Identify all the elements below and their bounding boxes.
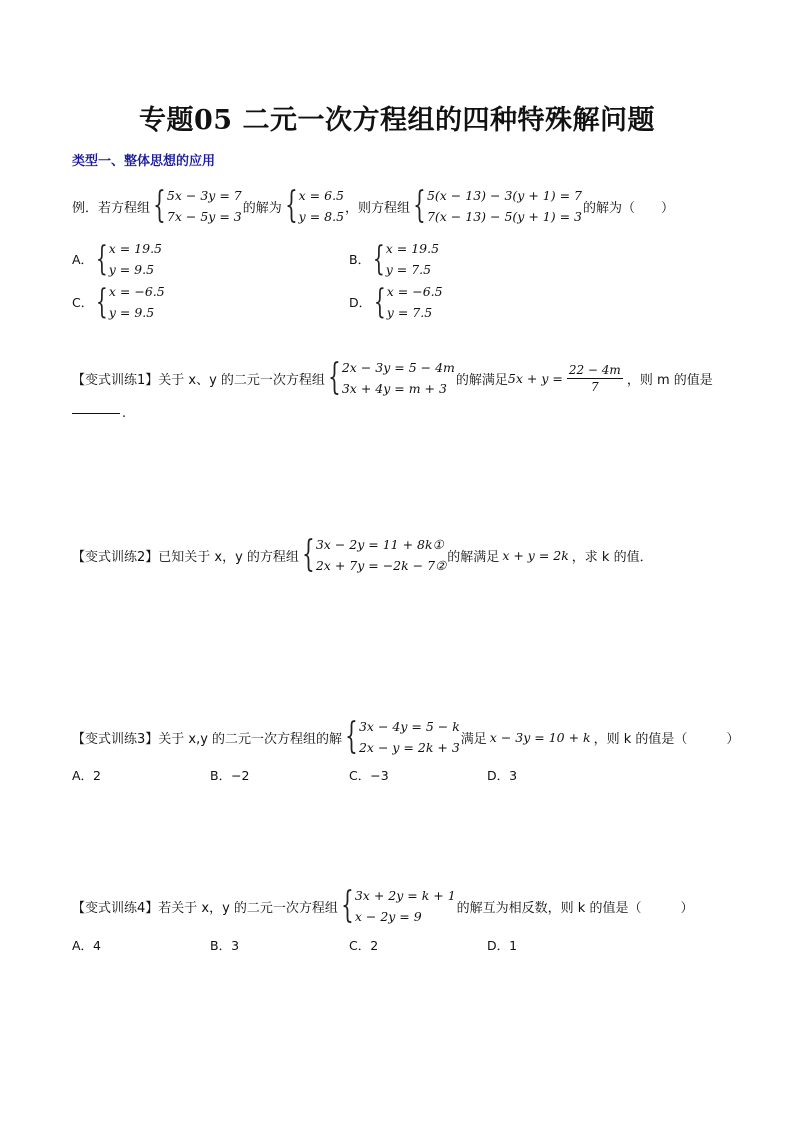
equation: y = 7.5: [386, 305, 433, 320]
equation: 2x − y = 2k + 3: [358, 740, 460, 755]
equation: 3x + 4y = m + 3: [341, 381, 447, 396]
equation: x = 19.5: [108, 241, 163, 256]
equation: 3x + 2y = k + 1: [354, 888, 456, 903]
equation: x = −6.5: [108, 284, 165, 299]
option-c: [72, 281, 166, 323]
equation: y = 8.5: [298, 209, 345, 224]
variant-3-question: [72, 716, 739, 758]
equation: x − 3y = 10 + k: [489, 729, 591, 745]
left-brace-icon: {: [328, 357, 341, 398]
left-brace-icon: {: [413, 185, 426, 226]
equation: x = −6.5: [386, 284, 443, 299]
equation: 5x − 3y = 7: [166, 188, 242, 203]
page-title: 专题05 二元一次方程组的四种特殊解问题: [139, 105, 655, 136]
equation: x = 6.5: [298, 188, 345, 203]
answer-blank: [72, 413, 120, 414]
v4-option-d: D．1: [487, 938, 518, 953]
left-brace-icon: {: [345, 716, 358, 757]
example-system-b: [411, 185, 582, 227]
variant-text: .: [122, 406, 127, 421]
left-brace-icon: {: [374, 282, 386, 322]
variant-text: 【变式训练4】若关于 x，y 的二元一次方程组: [72, 900, 338, 916]
equation: y = 9.5: [108, 305, 155, 320]
variant-text: ，则 m 的值是: [626, 372, 713, 388]
v3-option-d: D．3: [487, 768, 518, 783]
option-label: C．: [72, 295, 94, 310]
option-label: B．: [349, 252, 371, 267]
left-brace-icon: {: [153, 185, 166, 226]
variant-text: 【变式训练2】已知关于 x，y 的方程组: [72, 549, 299, 565]
v3-option-a: A．2: [72, 768, 102, 783]
variant-text: 【变式训练1】关于 x、y 的二元一次方程组: [72, 372, 325, 388]
equation: 7(x − 13) − 5(y + 1) = 3: [426, 209, 582, 224]
left-brace-icon: {: [95, 239, 108, 279]
variant-1-question: [72, 357, 713, 399]
equation: y = 9.5: [108, 262, 155, 277]
example-solution-a: [283, 185, 344, 227]
option-label: A．: [72, 252, 94, 267]
example-text: 的解为: [242, 200, 282, 216]
equation: 2x + 7y = −2k − 7②: [315, 558, 447, 573]
equation: 5x + y =: [507, 370, 563, 386]
example-system-a: [151, 185, 242, 227]
equation: x + y = 2k: [502, 547, 569, 563]
equation: 2x − 3y = 5 − 4m: [341, 360, 455, 375]
left-brace-icon: {: [302, 534, 315, 575]
variant-4-question: [72, 885, 693, 927]
equation: x − 2y = 9: [354, 909, 422, 924]
variant-text: ，求 k 的值．: [571, 549, 653, 565]
v4-option-c: C．2: [349, 938, 379, 953]
section-heading: 类型一、整体思想的应用: [72, 154, 216, 169]
fraction: [567, 362, 623, 395]
left-brace-icon: {: [284, 185, 298, 226]
equation: y = 7.5: [385, 262, 432, 277]
variant-text: 满足: [460, 731, 487, 747]
option-a: [72, 238, 163, 280]
equation: 3x − 2y = 11 + 8k①: [315, 537, 444, 552]
answer-blank-line: [72, 406, 126, 421]
example-prefix: 例．若方程组: [72, 200, 151, 216]
equation: 7x − 5y = 3: [166, 209, 242, 224]
v3-option-b: B．−2: [210, 768, 250, 783]
example-question: [72, 185, 674, 227]
v4-option-b: B．3: [210, 938, 240, 953]
variant-text: 的解满足: [447, 549, 500, 565]
equation: 3x − 4y = 5 − k: [358, 719, 460, 734]
left-brace-icon: {: [372, 239, 385, 279]
variant-text: ，则 k 的值是（ ）: [593, 731, 740, 747]
left-brace-icon: {: [341, 885, 354, 926]
fraction-numerator: 22 − 4m: [568, 362, 621, 377]
example-text: ，则方程组: [345, 200, 411, 216]
v3-option-c: C．−3: [349, 768, 389, 783]
option-label: D．: [349, 295, 372, 310]
fraction-denominator: 7: [591, 379, 599, 394]
equation: x = 19.5: [385, 241, 440, 256]
variant-2-question: [72, 534, 653, 576]
variant-text: 的解互为相反数，则 k 的值是（ ）: [456, 900, 694, 916]
option-d: [349, 281, 444, 323]
example-text: 的解为（ ）: [582, 200, 674, 216]
left-brace-icon: {: [96, 282, 109, 322]
variant-text: 的解满足: [455, 372, 508, 388]
option-b: [349, 238, 440, 280]
v4-option-a: A．4: [72, 938, 102, 953]
variant-text: 【变式训练3】关于 x,y 的二元一次方程组的解: [72, 731, 343, 747]
equation: 5(x − 13) − 3(y + 1) = 7: [426, 188, 582, 203]
